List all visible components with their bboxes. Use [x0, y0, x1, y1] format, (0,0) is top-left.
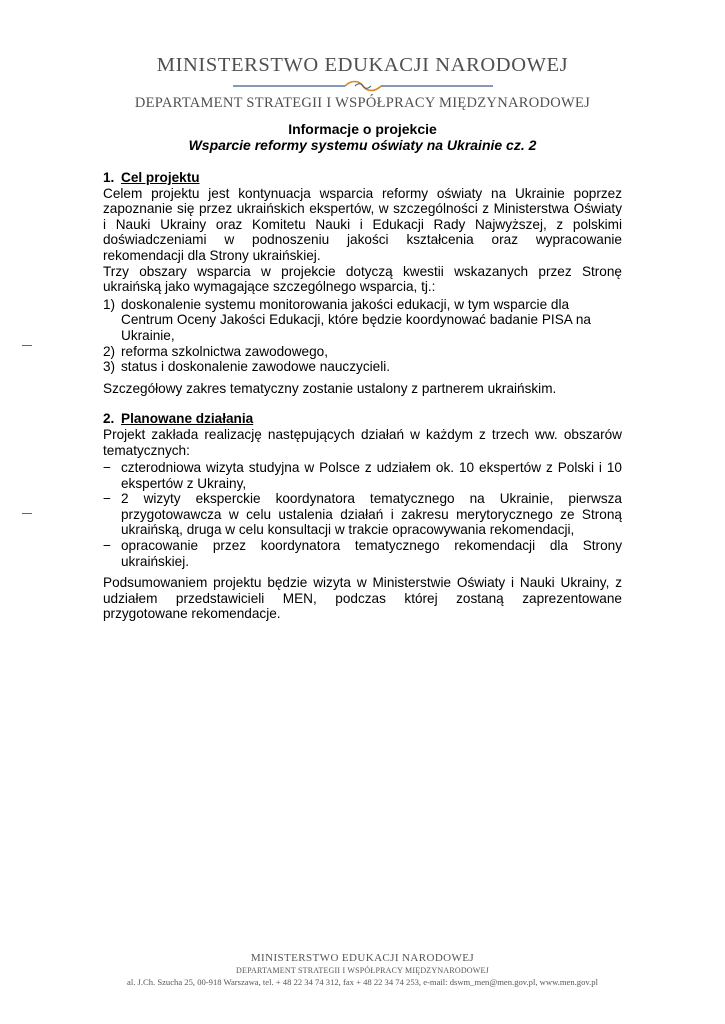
list-item [103, 344, 622, 360]
footer-ministry: MINISTERSTWO EDUKACJI NARODOWEJ [250, 952, 475, 964]
list-item-text: 2 wizyty eksperckie koordynatora tematycznego na Ukrainie, pierwsza przygotowawcza w celu ustalenia działań i zakresu merytorycznego ze Stroną ukraińską, druga w celu konsultacji w trakcie opracowywania rekomendacji, [121, 491, 622, 538]
footer-address: al. J.Ch. Szucha 25, 00-918 Warszawa, tel. + 48 22 34 74 312, fax + 48 22 34 74 253, e-mail: dswm_men@men.gov.pl, www.men.gov.pl [127, 977, 598, 987]
paragraph: Podsumowaniem projektu będzie wizyta w Ministerstwie Oświaty i Nauki Ukrainy, z udziałem przedstawicieli MEN, podczas której zostaną zaprezentowane przygotowane rekomendacje. [103, 575, 622, 622]
paragraph: Projekt zakłada realizację następujących działań w każdym z trzech ww. obszarów tematycznych: [103, 426, 622, 458]
department-name: DEPARTAMENT STRATEGII I WSPÓŁPRACY MIĘDZYNARODOWEJ [134, 95, 591, 111]
list-number: 1) [103, 296, 116, 312]
list-item [103, 538, 622, 569]
ministry-name: MINISTERSTWO EDUKACJI NARODOWEJ [156, 54, 569, 76]
section-1-heading [103, 170, 622, 186]
document-body [103, 170, 622, 622]
paragraph: Celem projektu jest kontynuacja wsparcia reformy oświaty na Ukrainie poprzez zapoznanie się przez ukraińskich ekspertów, w szczególności z Ministerstwa Oświaty i Nauki Ukrainy oraz Komitetu Nauki i Edukacji Rady Najwyższej, z polskimi doświadczeniami w podnoszeniu jakości kształcenia oraz wypracowanie rekomendacji dla Strony ukraińskiej. [103, 185, 622, 263]
list-number: 2) [103, 343, 116, 359]
list-item-text: doskonalenie systemu monitorowania jakości edukacji, w tym wsparcie dla Centrum Oceny Jakości Edukacji, które będzie koordynować badanie PISA na Ukrainie, [121, 296, 591, 343]
footer [0, 952, 725, 987]
margin-mark [22, 513, 32, 514]
section-number: 2. [103, 411, 115, 427]
margin-mark [22, 345, 32, 346]
ornament-divider [233, 79, 493, 93]
section-title: Cel projektu [121, 170, 200, 185]
numbered-list [103, 297, 622, 375]
paragraph: Trzy obszary wsparcia w projekcie dotyczą kwestii wskazanych przez Stronę ukraińską jako wymagające szczególnego wsparcia, tj.: [103, 263, 622, 295]
list-item-text: czterodniowa wizyta studyjna w Polsce z udziałem ok. 10 ekspertów z Polski i 10 ekspertów z Ukrainy, [121, 460, 622, 491]
list-item-text: reforma szkolnictwa zawodowego, [121, 343, 329, 359]
title-line-1: Informacje o projekcie [288, 121, 437, 137]
paragraph: Szczegółowy zakres tematyczny zostanie ustalony z partnerem ukraińskim. [103, 380, 557, 396]
dash-list [103, 460, 622, 569]
list-item [103, 460, 622, 491]
footer-department: DEPARTAMENT STRATEGII I WSPÓŁPRACY MIĘDZYNARODOWEJ [236, 966, 489, 975]
list-item [103, 491, 622, 538]
list-number: 3) [103, 359, 116, 375]
dash-bullet: − [103, 538, 111, 554]
list-item-text: opracowanie przez koordynatora tematycznego rekomendacji dla Strony ukraińskiej. [121, 538, 622, 569]
title-line-2: Wsparcie reformy systemu oświaty na Ukrainie cz. 2 [188, 137, 537, 153]
document-title [0, 121, 725, 153]
list-item-text: status i doskonalenie zawodowe nauczycieli. [121, 359, 391, 375]
list-item [103, 359, 622, 375]
letterhead [0, 54, 725, 112]
dash-bullet: − [103, 491, 111, 507]
section-2-heading [103, 411, 622, 427]
section-number: 1. [103, 170, 115, 185]
section-title: Planowane działania [121, 411, 254, 427]
dash-bullet: − [103, 460, 111, 476]
list-item [103, 297, 622, 344]
